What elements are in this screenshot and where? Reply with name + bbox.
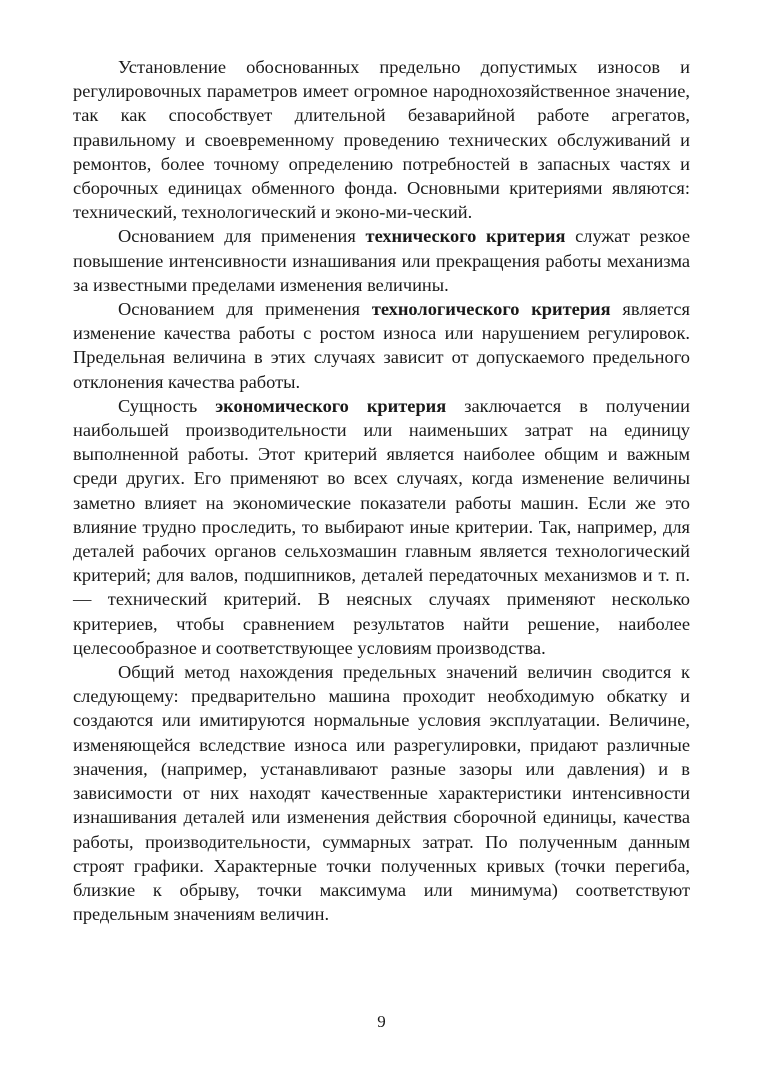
paragraph-text: является изменение качества работы с ростом износа или нарушением регулировок. Предельная величина в этих случаях зависит от допускаемого предельного отклонения качества работы. [73, 299, 690, 392]
paragraph-text: Основанием для применения [118, 226, 366, 247]
paragraph-text: Основанием для применения [118, 299, 372, 320]
term-technological-criterion: технологического критерия [371, 299, 611, 320]
term-economic-criterion: экономического критерия [215, 395, 447, 416]
paragraph-text: Сущность [118, 395, 216, 416]
paragraph-technological-criterion [73, 297, 690, 394]
paragraph-economic-criterion [73, 394, 690, 660]
page-number: 9 [377, 1012, 386, 1031]
paragraph-text: служат резкое повышение интенсивности изнашивания или прекращения работы механизма за известными пределами изменения величины. [73, 226, 690, 295]
paragraph-general-method: Общий метод нахождения предельных значений величин сводится к следующему: предварительно машина проходит необходимую обкатку и создаются или имитируются нормальные условия эксплуатации. Величине, изменяющейся вследствие износа или разрегулировки, придают различные значения, (например, устанавливают разные зазоры или давления) и в зависимости от них находят качественные характеристики интенсивности изнашивания деталей или изменения действия сборочной единицы, качества работы, производительности, суммарных затрат. По полученным данным строят графики. Характерные точки полученных кривых (точки перегиба, близкие к обрыву, точки максимума или минимума) соответствуют предельным значениям величин. [73, 662, 690, 925]
paragraph-text: заключается в получении наибольшей производительности или наименьших затрат на единицу выполненной работы. Этот критерий является наиболее общим и важным среди других. Его применяют во всех случаях, когда изменение величины заметно влияет на экономические показатели работы машин. Если же это влияние трудно проследить, то выбирают иные критерии. Так, например, для деталей рабочих органов сельхозмашин главным является технологический критерий; для валов, подшипников, деталей передаточных механизмов и т. п. — технический критерий. В неясных случаях применяют несколько критериев, чтобы сравнением результатов найти решение, наиболее целесообразное и соответствующее условиям производства. [73, 395, 690, 658]
paragraph-intro: Установление обоснованных предельно допустимых износов и регулировочных параметров имеет огромное народнохозяйственное значение, так как способствует длительной безаварийной работе агрегатов, правильному и своевременному проведению технических обслуживаний и ремонтов, более точному определению потребностей в запасных частях и сборочных единицах обменного фонда. Основными критериями являются: технический, технологический и эконо-ми-ческий. [73, 57, 690, 223]
term-technical-criterion: технического критерия [365, 226, 566, 247]
page-body [73, 55, 690, 926]
paragraph-technical-criterion [73, 224, 690, 297]
